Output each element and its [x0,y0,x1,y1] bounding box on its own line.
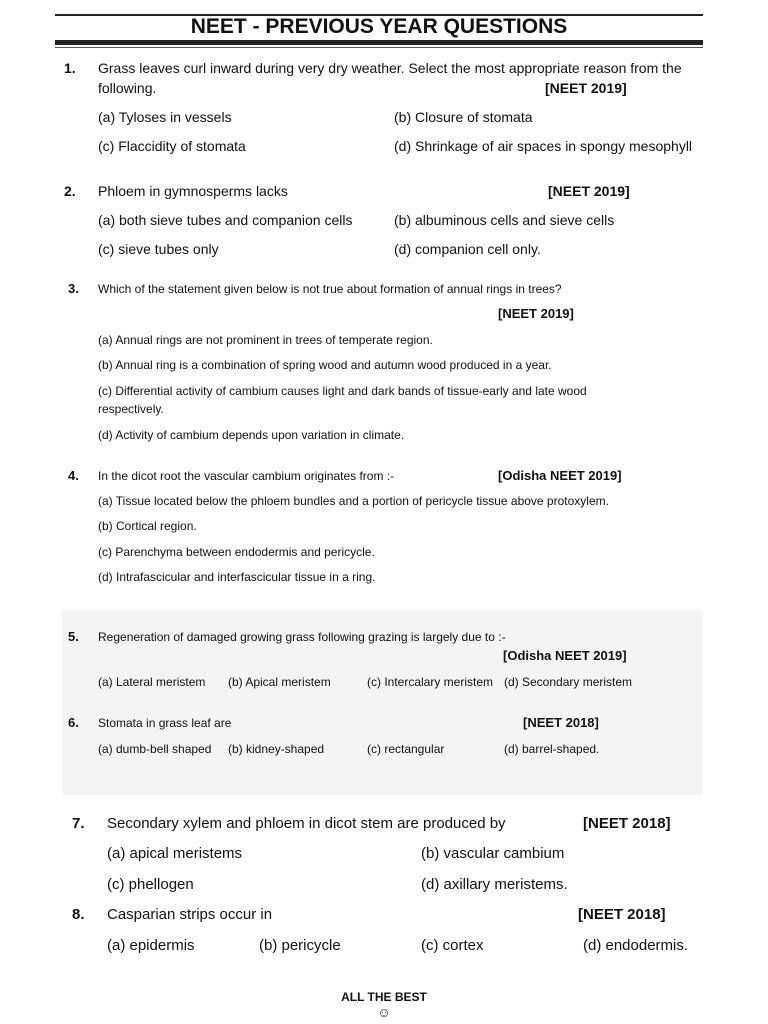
question-text: Stomata in grass leaf are [98,716,232,730]
option-a: (a) apical meristems [107,845,243,862]
option-b: (b) Closure of stomata [394,109,533,125]
question-source: [Odisha NEET 2019] [498,468,622,483]
question-source: [NEET 2018] [523,715,599,730]
option-a: (a) Tissue located below the phloem bundles and a portion of pericycle tissue above protoxylem. [98,494,609,508]
option-c: (c) Differential activity of cambium causes light and dark bands of tissue-early and late wood [98,384,587,398]
option-b: (b) Apical meristem [228,675,331,689]
option-a: (a) both sieve tubes and companion cells [98,212,353,228]
option-a: (a) Tyloses in vessels [98,109,232,125]
question-source: [NEET 2018] [583,815,671,832]
option-c: (c) phellogen [107,876,194,893]
option-d: (d) Activity of cambium depends upon variation in climate. [98,428,405,442]
question-number: 6. [68,715,79,730]
question-text: Phloem in gymnosperms lacks [98,183,288,199]
option-a: (a) Annual rings are not prominent in trees of temperate region. [98,333,433,347]
question-source: [NEET 2019] [498,306,574,321]
option-c: (c) cortex [421,937,484,954]
question-source: [NEET 2019] [548,183,630,199]
option-b: (b) kidney-shaped [228,742,325,756]
option-d: (d) Shrinkage of air spaces in spongy mesophyll [394,138,693,154]
title-bottom-rule [55,40,703,45]
question-text: Which of the statement given below is not true about formation of annual rings in trees? [98,282,562,296]
option-c: (c) Flaccidity of stomata [98,138,246,154]
option-a: (a) epidermis [107,937,195,954]
option-b: (b) Annual ring is a combination of spring wood and autumn wood produced in a year. [98,358,552,372]
question-text: Secondary xylem and phloem in dicot stem are produced by [107,815,506,832]
option-b: (b) Cortical region. [98,519,197,533]
option-c: (c) Parenchyma between endodermis and pericycle. [98,545,375,559]
option-d: (d) Intrafascicular and interfascicular tissue in a ring. [98,570,376,584]
option-a: (a) dumb-bell shaped [98,742,212,756]
question-text: Grass leaves curl inward during very dry weather. Select the most appropriate reason from the [98,60,682,76]
question-source: [NEET 2018] [578,906,666,923]
option-b: (b) pericycle [259,937,341,954]
question-number: 1. [64,60,76,76]
option-a: (a) Lateral meristem [98,675,206,689]
footer-text: ALL THE BEST [341,990,427,1004]
question-source: [NEET 2019] [545,80,627,96]
question-number: 5. [68,629,79,644]
question-text-cont: following. [98,80,157,96]
question-number: 3. [68,281,79,296]
question-number: 4. [68,468,79,483]
option-c-cont: respectively. [98,402,164,416]
question-source: [Odisha NEET 2019] [503,648,627,663]
option-c: (c) rectangular [367,742,445,756]
page-title: NEET - PREVIOUS YEAR QUESTIONS [190,15,568,38]
question-text: Casparian strips occur in [107,906,273,923]
option-c: (c) Intercalary meristem [367,675,494,689]
option-d: (d) Secondary meristem [504,675,633,689]
option-d: (d) axillary meristems. [421,876,568,893]
option-b: (b) vascular cambium [421,845,565,862]
question-text: In the dicot root the vascular cambium originates from :- [98,469,395,483]
option-d: (d) endodermis. [583,937,689,954]
question-text: Regeneration of damaged growing grass following grazing is largely due to :- [98,630,506,644]
title-thin-rule [55,47,703,48]
question-number: 2. [64,183,76,199]
option-d: (d) barrel-shaped. [504,742,600,756]
option-c: (c) sieve tubes only [98,241,219,257]
smiley-icon: ☺ [377,1005,391,1020]
question-number: 7. [72,815,85,832]
option-d: (d) companion cell only. [394,241,541,257]
option-b: (b) albuminous cells and sieve cells [394,212,615,228]
question-number: 8. [72,906,85,923]
